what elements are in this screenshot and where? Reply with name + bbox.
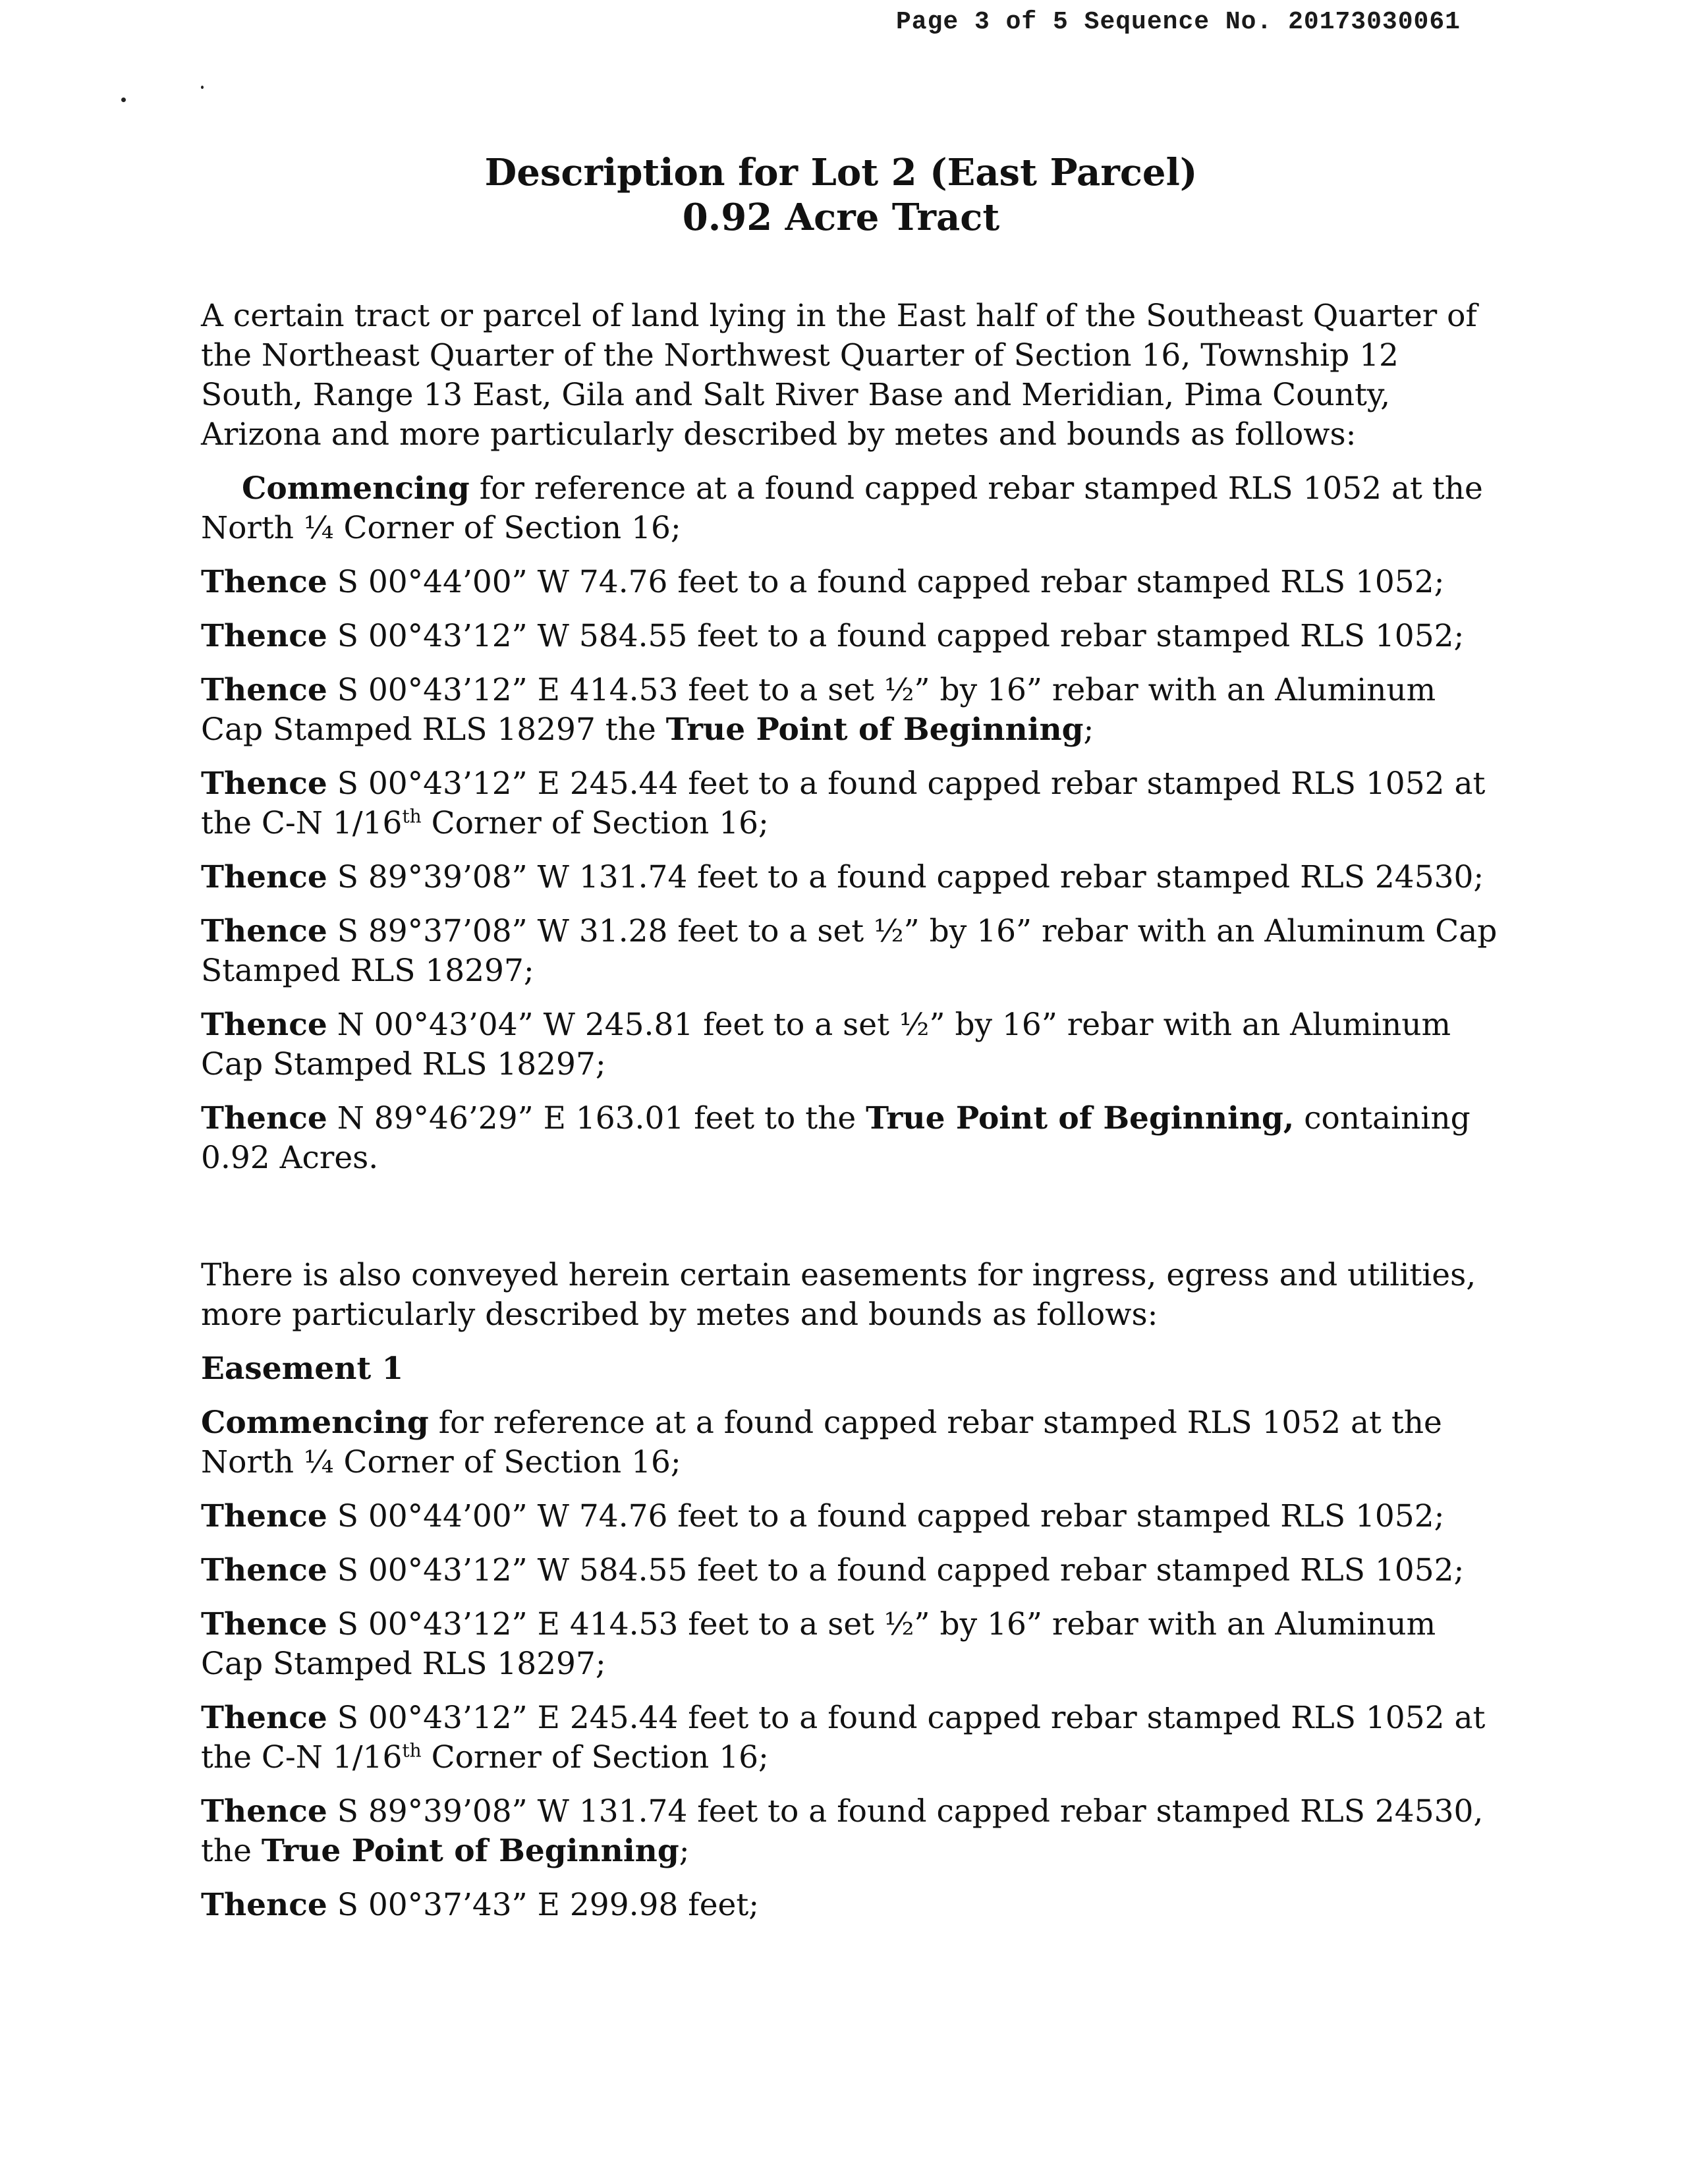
- course-text: S 00°37’43” E 299.98 feet;: [327, 1887, 760, 1923]
- page-sequence-header: Page 3 of 5 Sequence No. 20173030061: [896, 8, 1461, 36]
- commencing-text: for reference at a found capped rebar stamped RLS 1052 at the North ¼ Corner of Section 16;: [201, 470, 1483, 546]
- course-label: Thence: [201, 1793, 327, 1830]
- course-text-after: Corner of Section 16;: [421, 1739, 769, 1776]
- intro-paragraph: A certain tract or parcel of land lying in the East half of the Southeast Quarter of the Northeast Quarter of the Northwest Quarter of Section 16, Township 12 South, Range 13 East, Gila and Salt River Base and Meridian, Pima County, Arizona and more particularly described by metes and bounds as follows:: [201, 298, 1477, 453]
- course-text: S 00°43’12” E 245.44 feet to a found capped rebar stamped RLS 1052 at the C-N 1/16: [201, 766, 1486, 841]
- easement-heading: Easement 1: [201, 1351, 404, 1387]
- course-text: N 00°43’04” W 245.81 feet to a set ½” by 16” rebar with an Aluminum Cap Stamped RLS 18297;: [201, 1007, 1451, 1082]
- easement-course: [201, 1605, 1502, 1684]
- commencing-text: for reference at a found capped rebar stamped RLS 1052 at the North ¼ Corner of Section 16;: [201, 1405, 1442, 1480]
- course-label: Thence: [201, 1007, 327, 1043]
- course-label: Thence: [201, 1700, 327, 1736]
- lot-course: [201, 671, 1502, 750]
- ordinal-suffix: th: [402, 1739, 422, 1762]
- course-text: S 89°39’08” W 131.74 feet to a found capped rebar stamped RLS 24530, the: [201, 1793, 1484, 1869]
- course-label: Thence: [201, 859, 327, 895]
- course-text: S 00°43’12” W 584.55 feet to a found capped rebar stamped RLS 1052;: [327, 1552, 1465, 1588]
- easement-intro-paragraph: There is also conveyed herein certain easements for ingress, egress and utilities, more particularly described by metes and bounds as follows:: [201, 1257, 1476, 1333]
- commencing-label: Commencing: [242, 470, 470, 507]
- lot-course: [201, 764, 1502, 843]
- ordinal-suffix: th: [402, 805, 422, 827]
- scan-speck: [121, 98, 126, 102]
- lot-commencing: [201, 469, 1502, 548]
- document-body: [201, 296, 1502, 1940]
- lot-course: [201, 563, 1502, 602]
- course-label: Thence: [201, 672, 327, 708]
- course-label: Thence: [201, 618, 327, 654]
- easement-commencing: [201, 1403, 1502, 1482]
- course-text: S 00°43’12” W 584.55 feet to a found capped rebar stamped RLS 1052;: [327, 618, 1465, 654]
- course-label: Thence: [201, 1498, 327, 1534]
- course-label: Thence: [201, 1100, 327, 1136]
- title-line-1: Description for Lot 2 (East Parcel): [484, 151, 1198, 194]
- easement-course: [201, 1886, 1502, 1925]
- course-tail: ;: [679, 1833, 690, 1869]
- title-line-2: 0.92 Acre Tract: [682, 196, 1000, 239]
- lot-course: [201, 617, 1502, 656]
- course-label: Thence: [201, 766, 327, 802]
- document-title: [0, 150, 1682, 240]
- course-text: S 89°37’08” W 31.28 feet to a set ½” by 16” rebar with an Aluminum Cap Stamped RLS 18297;: [201, 913, 1498, 989]
- course-text: S 00°44’00” W 74.76 feet to a found capped rebar stamped RLS 1052;: [327, 564, 1445, 600]
- course-label: Thence: [201, 1552, 327, 1588]
- true-point-of-beginning: True Point of Beginning: [261, 1833, 679, 1869]
- course-label: Thence: [201, 564, 327, 600]
- lot-course: [201, 912, 1502, 991]
- course-text: S 00°44’00” W 74.76 feet to a found capped rebar stamped RLS 1052;: [327, 1498, 1445, 1534]
- true-point-of-beginning: True Point of Beginning: [665, 712, 1084, 748]
- course-label: Thence: [201, 1606, 327, 1642]
- lot-course: [201, 1005, 1502, 1084]
- scan-speck: [201, 86, 204, 89]
- course-label: Thence: [201, 913, 327, 949]
- course-text: S 00°43’12” E 414.53 feet to a set ½” by 16” rebar with an Aluminum Cap Stamped RLS 18297;: [201, 1606, 1436, 1682]
- easement-course: [201, 1792, 1502, 1871]
- course-tail: containing 0.92 Acres.: [201, 1100, 1471, 1176]
- course-text: S 89°39’08” W 131.74 feet to a found capped rebar stamped RLS 24530;: [327, 859, 1484, 895]
- commencing-label: Commencing: [201, 1405, 429, 1441]
- course-label: Thence: [201, 1887, 327, 1923]
- true-point-of-beginning: True Point of Beginning,: [866, 1100, 1295, 1136]
- easement-course: [201, 1551, 1502, 1590]
- easement-course: [201, 1698, 1502, 1778]
- course-text: S 00°43’12” E 414.53 feet to a set ½” by 16” rebar with an Aluminum Cap Stamped RLS 18297 the: [201, 672, 1436, 748]
- easement-course: [201, 1497, 1502, 1536]
- lot-course: [201, 858, 1502, 897]
- course-text: S 00°43’12” E 245.44 feet to a found capped rebar stamped RLS 1052 at the C-N 1/16: [201, 1700, 1486, 1776]
- lot-course: [201, 1099, 1502, 1178]
- course-text: N 89°46’29” E 163.01 feet to the: [327, 1100, 866, 1136]
- course-tail: ;: [1083, 712, 1094, 748]
- course-text-after: Corner of Section 16;: [421, 805, 769, 841]
